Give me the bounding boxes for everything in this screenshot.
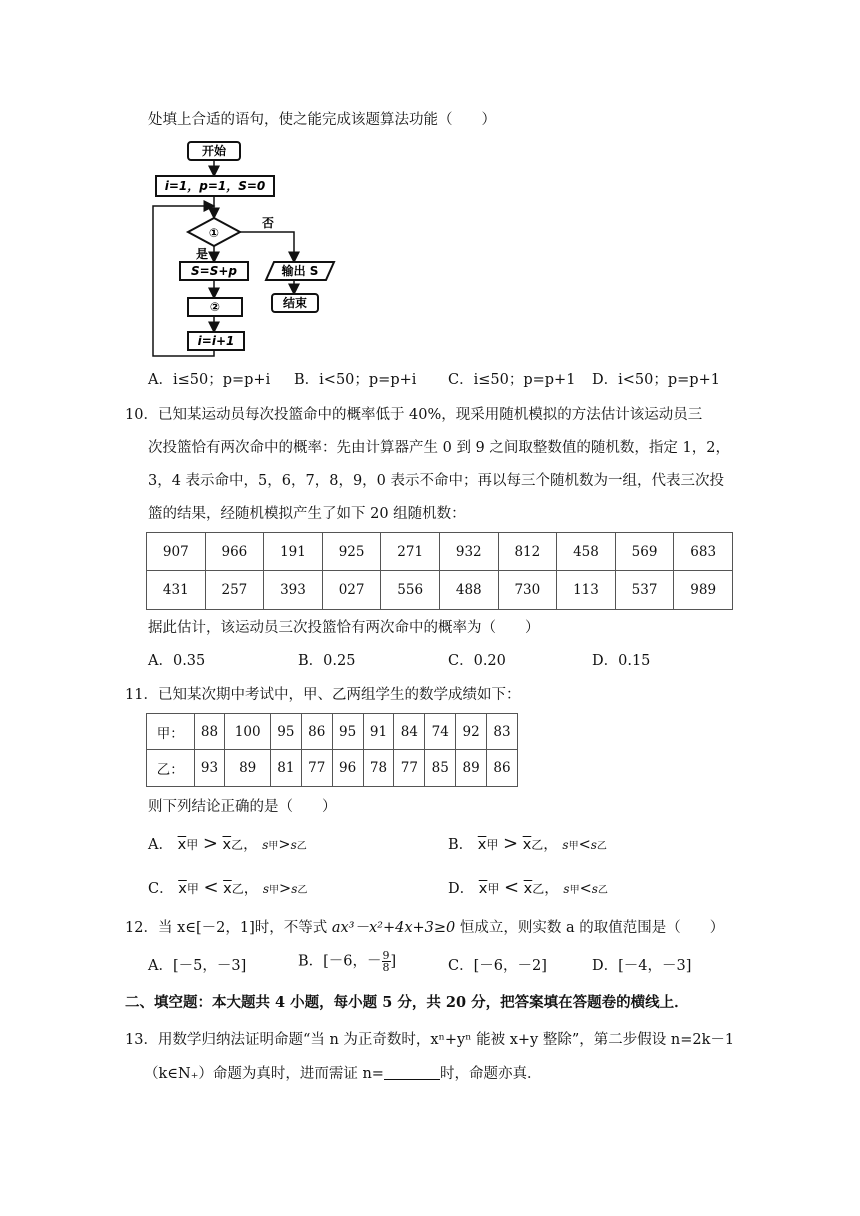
subscript-jia: 甲 bbox=[268, 841, 279, 852]
q10-line1: 10．已知某运动员每次投篮命中的概率低于 40%，现采用随机模拟的方法估计该运动员三 bbox=[125, 407, 703, 423]
compare-sign: < bbox=[503, 877, 520, 898]
table-cell: 89 bbox=[225, 750, 270, 787]
q13-line1: 13．用数学归纳法证明命题“当 n 为正奇数时，xⁿ+yⁿ 能被 x+y 整除”，第二步假设 n=2k－1 bbox=[125, 1032, 735, 1048]
subscript-yi: 乙 bbox=[231, 882, 244, 896]
q9-stem-tail: 处填上合适的语句，使之能完成该题算法功能（ ） bbox=[148, 112, 496, 128]
q11-option-c bbox=[148, 878, 307, 901]
table-cell: 271 bbox=[381, 533, 440, 571]
subscript-yi: 乙 bbox=[297, 885, 308, 896]
table-row bbox=[147, 750, 518, 787]
table-cell: 95 bbox=[332, 714, 363, 750]
x-bar: $\overline{x}$ bbox=[477, 837, 487, 853]
option-b-suffix: ] bbox=[390, 953, 397, 970]
table-cell: 89 bbox=[456, 750, 487, 787]
s-symbol: s bbox=[563, 882, 570, 896]
table-cell: 537 bbox=[615, 571, 674, 610]
flow-end-label: 结束 bbox=[282, 296, 308, 310]
subscript-jia: 甲 bbox=[568, 841, 579, 852]
table-cell: 393 bbox=[264, 571, 323, 610]
q10-option-c: C．0.20 bbox=[448, 653, 506, 669]
subscript-jia: 甲 bbox=[486, 838, 499, 852]
subscript-jia: 甲 bbox=[269, 885, 280, 896]
table-cell: 乙： bbox=[147, 750, 195, 787]
q12-option-c: C．[－6，－2] bbox=[448, 958, 547, 974]
q12-text-b: 恒成立，则实数 a 的取值范围是（ ） bbox=[459, 920, 725, 936]
x-bar: $\overline{x}$ bbox=[222, 837, 232, 853]
table-cell: 989 bbox=[674, 571, 733, 610]
separator: ， bbox=[543, 837, 558, 853]
q10-line4: 篮的结果，经随机模拟产生了如下 20 组随机数： bbox=[148, 506, 466, 522]
fraction-denominator: 8 bbox=[382, 961, 390, 974]
q9-option-c: C．i≤50；p=p+1 bbox=[448, 372, 576, 388]
s-symbol: s bbox=[290, 838, 297, 852]
table-cell: 458 bbox=[557, 533, 616, 571]
compare-sign: < bbox=[203, 877, 219, 898]
q13-line2-b: 时，命题亦真． bbox=[439, 1066, 542, 1082]
flowchart bbox=[148, 138, 348, 360]
q9-option-a: A．i≤50；p=p+i bbox=[148, 372, 271, 388]
q12-option-b bbox=[298, 950, 396, 973]
table-cell: 88 bbox=[194, 714, 225, 750]
s-symbol: s bbox=[291, 882, 298, 896]
table-cell: 81 bbox=[270, 750, 301, 787]
q11-line2: 则下列结论正确的是（ ） bbox=[148, 799, 337, 815]
subscript-yi: 乙 bbox=[296, 841, 307, 852]
flow-step1-label: S=S+p bbox=[191, 264, 237, 278]
subscript-yi: 乙 bbox=[231, 838, 244, 852]
table-cell: 甲： bbox=[147, 714, 195, 750]
flow-yes-label: 是 bbox=[195, 247, 209, 261]
option-letter: C． bbox=[148, 881, 174, 897]
q9-option-d: D．i<50；p=p+1 bbox=[592, 372, 720, 388]
table-cell: 569 bbox=[615, 533, 674, 571]
table-cell: 85 bbox=[425, 750, 456, 787]
x-bar: $\overline{x}$ bbox=[478, 881, 488, 897]
table-cell: 77 bbox=[394, 750, 425, 787]
x-bar: $\overline{x}$ bbox=[177, 837, 187, 853]
q11-option-d bbox=[448, 878, 608, 901]
answer-blank[interactable] bbox=[384, 1065, 440, 1080]
q13-line2 bbox=[144, 1064, 541, 1084]
q12-inequality: ax³－x²+4x+3≥0 bbox=[331, 920, 460, 936]
table-cell: 95 bbox=[270, 714, 301, 750]
q10-option-b: B．0.25 bbox=[298, 653, 356, 669]
table-cell: 730 bbox=[498, 571, 557, 610]
flow-step3-label: i=i+1 bbox=[197, 334, 235, 348]
flow-init-label: i=1，p=1，S=0 bbox=[164, 179, 266, 193]
x-bar: $\overline{x}$ bbox=[523, 881, 533, 897]
table-cell: 86 bbox=[301, 714, 332, 750]
subscript-jia: 甲 bbox=[186, 882, 199, 896]
q11-options bbox=[148, 834, 768, 914]
option-letter: A． bbox=[148, 837, 173, 853]
q11-option-a bbox=[148, 834, 307, 857]
q10-line2: 次投篮恰有两次命中的概率：先由计算器产生 0 到 9 之间取整数值的随机数，指定 1，2， bbox=[148, 440, 730, 456]
compare-sign: < bbox=[579, 881, 592, 897]
subscript-yi: 乙 bbox=[532, 882, 545, 896]
subscript-jia: 甲 bbox=[186, 838, 199, 852]
table-cell: 907 bbox=[147, 533, 206, 571]
table-cell: 113 bbox=[557, 571, 616, 610]
q13-line2-a: （k∈N₊）命题为真时，进而需证 n= bbox=[144, 1066, 384, 1082]
compare-sign: > bbox=[502, 833, 519, 854]
table-cell: 431 bbox=[147, 571, 206, 610]
table-cell: 683 bbox=[674, 533, 733, 571]
s-symbol: s bbox=[262, 882, 270, 896]
table-cell: 027 bbox=[322, 571, 381, 610]
table-cell: 77 bbox=[301, 750, 332, 787]
separator: ， bbox=[243, 881, 259, 897]
subscript-jia: 甲 bbox=[487, 882, 500, 896]
subscript-yi: 乙 bbox=[531, 838, 544, 852]
s-symbol: s bbox=[262, 838, 269, 852]
option-b-prefix: B．[－6，－ bbox=[298, 953, 382, 970]
table-cell: 78 bbox=[363, 750, 394, 787]
q12-line bbox=[125, 918, 724, 938]
q12-number: 12．当 bbox=[125, 920, 178, 936]
compare-sign: > bbox=[202, 833, 218, 854]
x-bar: $\overline{x}$ bbox=[223, 881, 232, 897]
subscript-yi: 乙 bbox=[596, 841, 607, 852]
section-2-heading: 二、填空题：本大题共 4 小题，每小题 5 分，共 20 分，把答案填在答题卷的横线上． bbox=[125, 994, 689, 1011]
q10-line3: 3，4 表示命中，5，6，7，8，9，0 表示不命中；再以每三个随机数为一组，代表三次投 bbox=[148, 473, 725, 489]
flow-decision-label: ① bbox=[208, 226, 220, 240]
subscript-jia: 甲 bbox=[569, 885, 580, 896]
table-row bbox=[147, 571, 733, 610]
table-cell: 84 bbox=[394, 714, 425, 750]
table-cell: 93 bbox=[194, 750, 225, 787]
x-bar: $\overline{x}$ bbox=[178, 881, 187, 897]
table-cell: 83 bbox=[487, 714, 518, 750]
subscript-yi: 乙 bbox=[597, 885, 608, 896]
flow-no-line bbox=[240, 232, 294, 262]
table-cell: 966 bbox=[205, 533, 264, 571]
option-letter: B． bbox=[448, 837, 474, 853]
flow-start-label: 开始 bbox=[201, 144, 227, 158]
compare-sign: > bbox=[278, 837, 291, 853]
option-letter: D． bbox=[448, 881, 475, 897]
s-symbol: s bbox=[562, 838, 569, 852]
q10-random-table bbox=[146, 532, 733, 610]
s-symbol: s bbox=[590, 838, 597, 852]
q10-option-d: D．0.15 bbox=[592, 653, 651, 669]
compare-sign: < bbox=[578, 837, 591, 853]
flow-step2-label: ② bbox=[209, 300, 221, 314]
q11-line1: 11．已知某次期中考试中，甲、乙两组学生的数学成绩如下： bbox=[125, 687, 521, 703]
table-cell: 812 bbox=[498, 533, 557, 571]
table-row bbox=[147, 714, 518, 750]
x-bar: $\overline{x}$ bbox=[522, 837, 532, 853]
table-cell: 74 bbox=[425, 714, 456, 750]
table-cell: 556 bbox=[381, 571, 440, 610]
table-cell: 86 bbox=[487, 750, 518, 787]
separator: ， bbox=[243, 837, 258, 853]
fraction bbox=[382, 950, 391, 973]
table-cell: 92 bbox=[456, 714, 487, 750]
table-cell: 100 bbox=[225, 714, 270, 750]
q11-score-table bbox=[146, 713, 518, 787]
flow-output-label: 输出 S bbox=[281, 264, 319, 278]
flow-no-label: 否 bbox=[261, 216, 275, 230]
table-cell: 932 bbox=[439, 533, 498, 571]
table-cell: 257 bbox=[205, 571, 264, 610]
fraction-numerator: 9 bbox=[382, 949, 390, 962]
table-cell: 91 bbox=[363, 714, 394, 750]
s-symbol: s bbox=[591, 882, 598, 896]
table-row bbox=[147, 533, 733, 571]
q9-option-b: B．i<50；p=p+i bbox=[294, 372, 417, 388]
q12-option-a: A．[－5，－3] bbox=[148, 958, 247, 974]
table-cell: 925 bbox=[322, 533, 381, 571]
separator: ， bbox=[544, 881, 559, 897]
q12-option-d: D．[－4，－3] bbox=[592, 958, 692, 974]
q10-option-a: A．0.35 bbox=[148, 653, 206, 669]
table-cell: 96 bbox=[332, 750, 363, 787]
table-cell: 191 bbox=[264, 533, 323, 571]
compare-sign: > bbox=[279, 881, 292, 897]
table-cell: 488 bbox=[439, 571, 498, 610]
q12-text-a: x∈[－2，1]时，不等式 bbox=[177, 920, 332, 936]
q11-option-b bbox=[448, 834, 607, 857]
q10-line5: 据此估计，该运动员三次投篮恰有两次命中的概率为（ ） bbox=[148, 620, 540, 636]
